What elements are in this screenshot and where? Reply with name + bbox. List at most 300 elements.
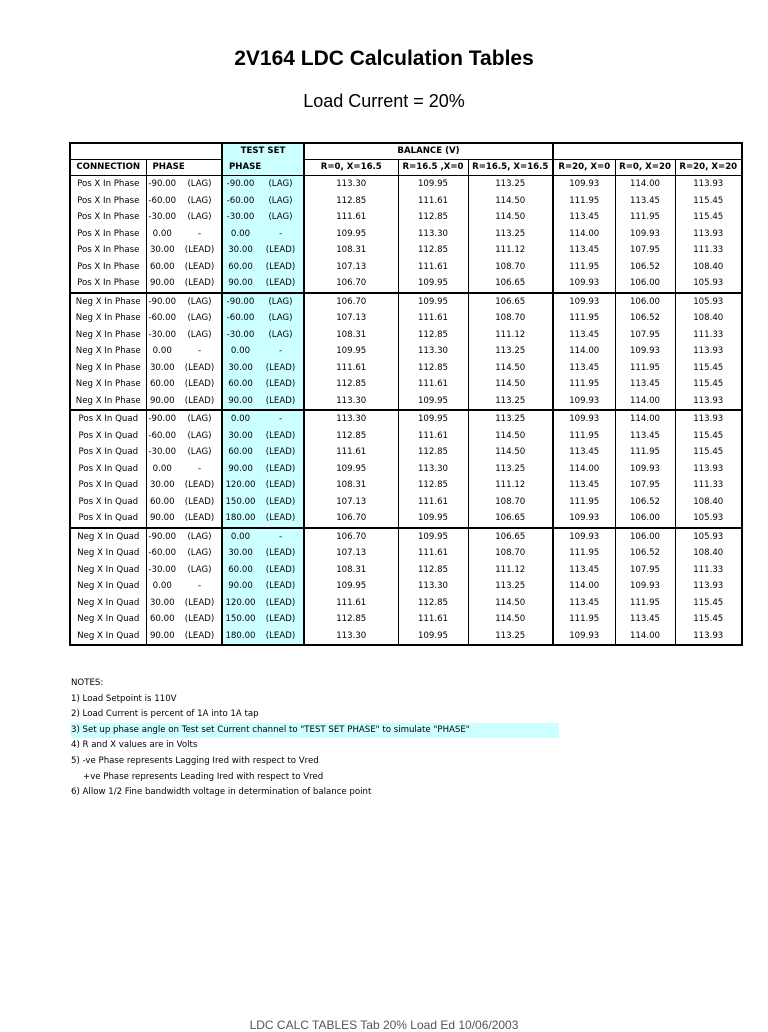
balance-cell: 112.85 [398,562,468,579]
balance-cell: 113.93 [675,628,742,646]
balance-col-header: R=16.5, X=16.5 [468,160,553,176]
test-set-phase-value-cell: 90.00 [222,578,258,595]
balance-cell: 113.93 [675,393,742,411]
balance-cell: 106.70 [304,510,398,528]
balance-cell: 114.00 [553,226,615,243]
test-set-phase-dir-cell: - [258,226,304,243]
balance-cell: 106.70 [304,275,398,293]
connection-cell: Pos X In Quad [70,510,146,528]
connection-cell: Neg X In Phase [70,310,146,327]
balance-cell: 115.45 [675,444,742,461]
balance-cell: 106.65 [468,275,553,293]
balance-cell: 111.61 [398,545,468,562]
balance-cell: 111.12 [468,477,553,494]
balance-cell: 108.70 [468,494,553,511]
phase-dir-cell: (LEAD) [178,628,222,646]
test-set-phase-value-cell: 60.00 [222,444,258,461]
phase-value-cell: -90.00 [146,528,178,546]
phase-value-cell: 0.00 [146,461,178,478]
balance-header: BALANCE (V) [304,143,553,160]
balance-cell: 113.93 [675,410,742,428]
balance-cell: 113.30 [304,176,398,193]
phase-value-cell: 0.00 [146,226,178,243]
balance-cell: 114.00 [615,628,675,646]
balance-cell: 111.95 [553,494,615,511]
balance-cell: 106.70 [304,528,398,546]
table-row [70,275,742,293]
balance-col-header: R=20, X=20 [675,160,742,176]
phase-value-cell: -60.00 [146,545,178,562]
balance-cell: 111.95 [553,376,615,393]
test-set-phase-value-cell: 90.00 [222,461,258,478]
table-row [70,461,742,478]
connection-cell: Neg X In Phase [70,293,146,311]
balance-cell: 113.30 [304,393,398,411]
balance-cell: 115.45 [675,611,742,628]
notes-section [71,676,559,801]
phase-value-cell: 60.00 [146,611,178,628]
balance-col-header: R=0, X=16.5 [304,160,398,176]
test-set-phase-dir-cell: (LAG) [258,176,304,193]
table-row [70,494,742,511]
phase-value-cell: 60.00 [146,259,178,276]
test-set-phase-value-cell: -90.00 [222,293,258,311]
phase-dir-cell: (LEAD) [184,245,215,255]
test-set-phase-dir-cell: (LEAD) [258,494,304,511]
phase-value-cell: -30.00 [146,562,178,579]
balance-cell: 111.33 [675,477,742,494]
ldc-calculation-table [69,142,743,646]
balance-cell: 109.93 [553,275,615,293]
balance-cell: 106.65 [468,528,553,546]
balance-cell: 114.50 [468,611,553,628]
test-set-phase-value-cell: 0.00 [222,343,258,360]
test-set-phase-dir-cell: (LAG) [258,327,304,344]
balance-cell: 109.95 [398,410,468,428]
balance-cell: 111.61 [304,444,398,461]
test-set-phase-dir-cell: (LEAD) [258,477,304,494]
table-row [70,528,742,546]
phase-dir-cell: (LEAD) [184,480,215,490]
balance-cell: 111.95 [615,209,675,226]
balance-cell: 113.30 [398,343,468,360]
balance-cell: 113.30 [304,410,398,428]
balance-cell: 111.95 [615,444,675,461]
note-item: 4) R and X values are in Volts [71,740,198,751]
balance-cell: 113.93 [675,226,742,243]
balance-cell: 113.45 [553,562,615,579]
balance-cell: 113.93 [675,343,742,360]
note-item: 5) -ve Phase represents Lagging Ired with respect to Vred [71,755,319,766]
note-item-highlighted: 3) Set up phase angle on Test set Current channel to "TEST SET PHASE" to simulate "PHASE" [71,723,559,739]
test-set-phase-value-cell: 180.00 [222,628,258,646]
balance-cell: 113.25 [468,578,553,595]
test-set-phase-value-cell: 90.00 [222,275,258,293]
balance-cell: 114.50 [468,193,553,210]
connection-cell: Neg X In Phase [70,393,146,411]
table-row [70,444,742,461]
phase-dir-cell: (LAG) [178,293,222,311]
table-row [70,393,742,411]
balance-cell: 109.93 [615,461,675,478]
balance-cell: 115.45 [675,376,742,393]
balance-cell: 108.40 [675,494,742,511]
balance-cell: 109.95 [398,275,468,293]
balance-cell: 108.70 [468,545,553,562]
test-set-phase-value-cell: -30.00 [222,209,258,226]
balance-cell: 113.93 [675,176,742,193]
phase-value-cell: 60.00 [146,376,178,393]
balance-cell: 113.45 [615,376,675,393]
balance-cell: 112.85 [398,477,468,494]
table-row [70,193,742,210]
table-row [70,410,742,428]
connection-cell: Neg X In Quad [70,528,146,546]
balance-cell: 106.52 [615,494,675,511]
connection-cell: Pos X In Phase [70,275,146,293]
test-set-phase-value-cell: 0.00 [222,410,258,428]
balance-cell: 111.61 [398,376,468,393]
balance-cell: 107.13 [304,259,398,276]
balance-cell: 108.70 [468,259,553,276]
balance-cell: 111.95 [615,595,675,612]
test-set-phase-value-cell: 30.00 [222,242,258,259]
balance-cell: 112.85 [398,444,468,461]
table-row [70,578,742,595]
connection-cell: Neg X In Quad [70,562,146,579]
test-set-phase-dir-cell: (LEAD) [258,275,304,293]
test-set-phase-dir-cell: (LEAD) [258,360,304,377]
balance-cell: 113.25 [468,461,553,478]
balance-cell: 108.31 [304,562,398,579]
balance-cell: 106.00 [615,528,675,546]
balance-cell: 113.45 [553,595,615,612]
balance-cell: 112.85 [304,376,398,393]
balance-cell: 115.45 [675,360,742,377]
header-row-columns [70,160,742,176]
balance-cell: 108.40 [675,310,742,327]
test-set-phase-dir-cell: (LEAD) [258,628,304,646]
phase-value-cell: 90.00 [146,393,178,411]
connection-cell: Neg X In Quad [70,611,146,628]
phase-dir-cell: (LEAD) [184,395,215,406]
phase-dir-cell: (LEAD) [184,513,215,523]
balance-cell: 109.95 [398,528,468,546]
balance-cell: 114.00 [553,578,615,595]
balance-cell: 113.93 [675,461,742,478]
connection-cell: Pos X In Phase [70,209,146,226]
connection-cell: Pos X In Quad [70,477,146,494]
test-set-phase-dir-cell: (LAG) [258,193,304,210]
test-set-phase-dir-cell: (LEAD) [258,595,304,612]
balance-cell: 113.30 [398,226,468,243]
balance-cell: 113.93 [675,578,742,595]
balance-cell: 105.93 [675,528,742,546]
balance-cell: 107.95 [615,327,675,344]
table-row [70,595,742,612]
test-set-phase-dir-cell: (LEAD) [258,545,304,562]
balance-cell: 113.25 [468,343,553,360]
table-row [70,376,742,393]
balance-cell: 111.95 [615,360,675,377]
test-set-phase-value-cell: 180.00 [222,510,258,528]
table-row [70,562,742,579]
phase-value-cell: 90.00 [146,628,178,646]
test-set-phase-dir-cell: (LEAD) [258,393,304,411]
test-set-phase-dir-cell: (LEAD) [258,578,304,595]
table-row [70,327,742,344]
page-title: 2V164 LDC Calculation Tables [234,47,534,70]
table-row [70,510,742,528]
table-row [70,226,742,243]
phase-dir-cell: (LEAD) [184,496,215,507]
balance-cell: 109.95 [304,226,398,243]
test-set-phase-dir-cell: (LEAD) [258,242,304,259]
balance-cell: 114.50 [468,360,553,377]
connection-cell: Pos X In Quad [70,494,146,511]
phase-value-cell: -60.00 [146,428,178,445]
balance-cell: 106.00 [615,510,675,528]
phase-dir-cell: - [197,228,202,239]
test-set-phase-dir-cell: (LAG) [258,293,304,311]
balance-cell: 114.00 [615,410,675,428]
test-set-phase-value-cell: 150.00 [222,494,258,511]
phase-value-cell: -60.00 [146,193,178,210]
connection-cell: Pos X In Quad [70,410,146,428]
phase-dir-cell: (LEAD) [184,261,215,272]
phase-value-cell: 90.00 [146,275,178,293]
balance-cell: 111.12 [468,562,553,579]
balance-cell: 114.00 [615,176,675,193]
balance-col-header: R=0, X=20 [615,160,675,176]
page-subtitle: Load Current = 20% [303,91,465,111]
balance-cell: 113.45 [553,360,615,377]
balance-col-header: R=16.5 ,X=0 [398,160,468,176]
balance-cell: 114.50 [468,209,553,226]
balance-cell: 111.12 [468,242,553,259]
balance-cell: 109.95 [398,176,468,193]
balance-cell: 109.93 [615,578,675,595]
balance-cell: 113.45 [553,444,615,461]
phase-value-cell: 90.00 [146,510,178,528]
balance-cell: 115.45 [675,209,742,226]
phase-value-cell: 30.00 [146,360,178,377]
balance-cell: 111.61 [398,428,468,445]
phase-value-cell: -90.00 [146,176,178,193]
phase-dir-cell: (LAG) [187,564,212,575]
balance-cell: 109.93 [553,628,615,646]
test-set-phase-value-cell: -90.00 [222,176,258,193]
connection-cell: Pos X In Quad [70,461,146,478]
test-set-phase-value-cell: 60.00 [222,376,258,393]
balance-cell: 109.93 [553,176,615,193]
balance-cell: 111.61 [304,360,398,377]
balance-cell: 109.95 [398,393,468,411]
balance-cell: 109.93 [553,393,615,411]
balance-cell: 106.65 [468,293,553,311]
balance-cell: 106.52 [615,259,675,276]
balance-cell: 112.85 [398,595,468,612]
connection-cell: Neg X In Quad [70,578,146,595]
phase-value-cell: 60.00 [146,494,178,511]
balance-cell: 106.00 [615,275,675,293]
balance-cell: 106.65 [468,510,553,528]
phase-value-cell: 30.00 [146,242,178,259]
phase-dir-cell: (LEAD) [184,614,215,624]
balance-cell: 109.95 [304,578,398,595]
balance-col-header: R=20, X=0 [553,160,615,176]
phase-dir-cell: (LAG) [187,430,212,441]
test-set-phase-dir-cell: - [258,343,304,360]
balance-cell: 109.93 [553,410,615,428]
balance-cell: 113.45 [553,327,615,344]
balance-cell: 109.95 [398,293,468,311]
phase-dir-cell: (LEAD) [184,362,215,373]
phase-dir-cell: - [197,346,202,356]
balance-cell: 108.70 [468,310,553,327]
test-set-phase-value-cell: 60.00 [222,562,258,579]
phase-value-cell: 0.00 [146,578,178,595]
phase-value-cell: 30.00 [146,595,178,612]
table-row [70,242,742,259]
balance-cell: 114.00 [553,343,615,360]
phase-dir-cell: (LEAD) [184,597,215,608]
balance-cell: 109.93 [553,528,615,546]
connection-cell: Neg X In Quad [70,545,146,562]
balance-cell: 109.95 [398,510,468,528]
table-row [70,428,742,445]
balance-cell: 113.45 [615,611,675,628]
balance-cell: 112.85 [304,193,398,210]
balance-cell: 112.85 [398,327,468,344]
balance-cell: 114.50 [468,376,553,393]
balance-cell: 108.31 [304,327,398,344]
test-set-phase-header: PHASE [222,160,304,176]
test-set-phase-value-cell: 90.00 [222,393,258,411]
balance-cell: 107.95 [615,242,675,259]
balance-cell: 114.50 [468,595,553,612]
phase-header: PHASE [146,160,222,176]
balance-cell: 113.45 [553,477,615,494]
connection-cell: Pos X In Phase [70,259,146,276]
note-item: 1) Load Setpoint is 110V [71,693,177,704]
balance-cell: 109.93 [553,510,615,528]
balance-cell: 112.85 [304,611,398,628]
balance-cell: 111.12 [468,327,553,344]
test-set-phase-dir-cell: (LEAD) [258,562,304,579]
balance-cell: 109.93 [553,293,615,311]
test-set-phase-value-cell: 60.00 [222,259,258,276]
phase-dir-cell: (LAG) [187,447,212,457]
phase-value-cell: -60.00 [146,310,178,327]
balance-cell: 113.45 [615,193,675,210]
table-row [70,343,742,360]
balance-cell: 113.45 [553,242,615,259]
balance-cell: 109.95 [304,343,398,360]
test-set-phase-value-cell: -30.00 [222,327,258,344]
balance-cell: 114.50 [468,444,553,461]
balance-cell: 113.25 [468,628,553,646]
test-set-phase-dir-cell: (LEAD) [258,444,304,461]
test-set-phase-dir-cell: - [258,410,304,428]
phase-dir-cell: (LAG) [187,212,212,222]
balance-cell: 112.85 [398,360,468,377]
test-set-phase-value-cell: 30.00 [222,428,258,445]
note-item: +ve Phase represents Leading Ired with respect to Vred [83,771,324,782]
test-set-phase-dir-cell: - [258,528,304,546]
balance-cell: 111.61 [398,494,468,511]
connection-cell: Neg X In Phase [70,360,146,377]
test-set-phase-dir-cell: (LEAD) [258,611,304,628]
balance-cell: 111.95 [553,428,615,445]
connection-cell: Neg X In Phase [70,343,146,360]
balance-cell: 106.52 [615,545,675,562]
balance-cell: 107.95 [615,477,675,494]
balance-cell: 107.13 [304,310,398,327]
note-item: 2) Load Current is percent of 1A into 1A tap [71,709,259,720]
test-set-phase-value-cell: 120.00 [222,477,258,494]
balance-cell: 113.30 [398,461,468,478]
balance-cell: 111.95 [553,611,615,628]
balance-cell: 111.61 [398,611,468,628]
balance-cell: 115.45 [675,193,742,210]
table-row [70,293,742,311]
balance-cell: 112.85 [304,428,398,445]
balance-cell: 109.93 [615,343,675,360]
phase-dir-cell: (LAG) [187,313,212,323]
test-set-phase-value-cell: -60.00 [222,310,258,327]
table-row [70,360,742,377]
phase-dir-cell: (LEAD) [184,379,215,389]
phase-dir-cell: - [197,581,202,591]
balance-cell: 106.52 [615,310,675,327]
phase-dir-cell: (LAG) [178,410,222,428]
balance-cell: 109.95 [304,461,398,478]
table-row [70,477,742,494]
test-set-phase-dir-cell: (LEAD) [258,376,304,393]
test-set-phase-value-cell: 0.00 [222,528,258,546]
phase-dir-cell: (LAG) [178,528,222,546]
phase-value-cell: 30.00 [146,477,178,494]
balance-cell: 109.93 [615,226,675,243]
balance-cell: 107.13 [304,494,398,511]
table-row [70,176,742,193]
table-row [70,209,742,226]
balance-cell: 111.61 [398,259,468,276]
balance-cell: 113.45 [553,209,615,226]
test-set-phase-value-cell: 150.00 [222,611,258,628]
balance-cell: 107.95 [615,562,675,579]
test-set-phase-dir-cell: (LEAD) [258,510,304,528]
balance-cell: 111.95 [553,259,615,276]
test-set-header: TEST SET [222,143,304,160]
test-set-phase-value-cell: 120.00 [222,595,258,612]
phase-value-cell: -90.00 [146,293,178,311]
balance-cell: 113.30 [398,578,468,595]
balance-cell: 111.95 [553,310,615,327]
note-item: 6) Allow 1/2 Fine bandwidth voltage in determination of balance point [71,787,372,798]
test-set-phase-value-cell: 30.00 [222,545,258,562]
connection-cell: Pos X In Phase [70,193,146,210]
balance-cell: 111.33 [675,327,742,344]
balance-cell: 113.25 [468,226,553,243]
phase-dir-cell: (LAG) [187,548,212,558]
balance-cell: 114.00 [615,393,675,411]
test-set-phase-value-cell: -60.00 [222,193,258,210]
phase-value-cell: 0.00 [146,343,178,360]
phase-dir-cell: (LAG) [187,179,212,189]
connection-cell: Pos X In Phase [70,242,146,259]
